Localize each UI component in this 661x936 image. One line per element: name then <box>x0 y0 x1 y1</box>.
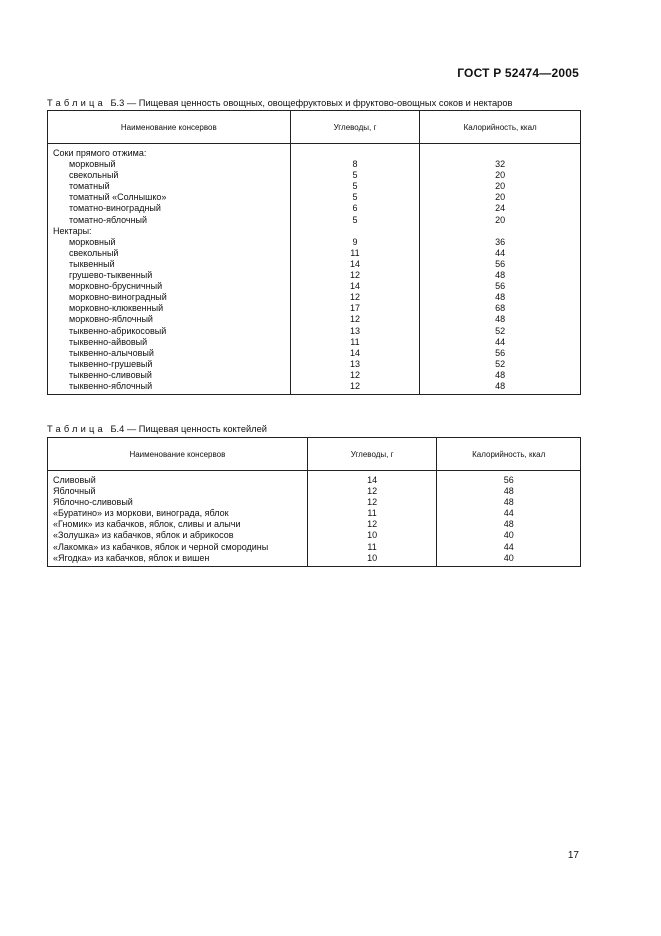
cell-carbs: 9 <box>290 237 420 248</box>
table-row <box>48 159 581 170</box>
table-row <box>48 192 581 203</box>
cell-carbs: 8 <box>290 159 420 170</box>
table-b3 <box>47 110 581 395</box>
table-b3-caption-text: Б.3 — Пищевая ценность овощных, овощефруктовых и фруктово-овощных соков и нектаров <box>110 98 513 108</box>
cell-kcal: 44 <box>437 508 581 519</box>
cell-carbs: 12 <box>290 292 420 303</box>
cell-name: «Ягодка» из кабачков, яблок и вишен <box>48 553 308 567</box>
table-row <box>48 370 581 381</box>
cell-carbs: 12 <box>307 497 437 508</box>
cell-carbs: 14 <box>290 281 420 292</box>
cell-kcal: 48 <box>437 519 581 530</box>
cell-name: тыквенно-сливовый <box>48 370 291 381</box>
cell-name: свекольный <box>48 170 291 181</box>
cell-carbs: 12 <box>290 381 420 395</box>
cell-name: «Буратино» из моркови, винограда, яблок <box>48 508 308 519</box>
cell-name: Яблочный <box>48 486 308 497</box>
cell-kcal: 40 <box>437 530 581 541</box>
document-code: ГОСТ Р 52474—2005 <box>457 66 579 80</box>
cell-name: тыквенно-алычовый <box>48 348 291 359</box>
table-row <box>48 314 581 325</box>
table-row <box>48 359 581 370</box>
cell-kcal: 48 <box>420 381 581 395</box>
cell-carbs: 13 <box>290 326 420 337</box>
cell-carbs: 11 <box>290 337 420 348</box>
table-row <box>48 337 581 348</box>
table-b3-caption-word: Таблица <box>47 98 106 108</box>
column-header-carbs: Углеводы, г <box>307 438 437 471</box>
cell-kcal: 44 <box>420 337 581 348</box>
cell-carbs <box>290 226 420 237</box>
cell-carbs: 14 <box>290 259 420 270</box>
cell-carbs: 10 <box>307 553 437 567</box>
table-row <box>48 237 581 248</box>
column-header-name: Наименование консервов <box>48 111 291 144</box>
cell-carbs: 11 <box>307 508 437 519</box>
table-row <box>48 508 581 519</box>
cell-name: томатный «Солнышко» <box>48 192 291 203</box>
cell-kcal: 32 <box>420 159 581 170</box>
table-row <box>48 542 581 553</box>
table-b4-caption <box>47 424 267 434</box>
cell-name: тыквенный <box>48 259 291 270</box>
cell-carbs: 5 <box>290 170 420 181</box>
cell-name: томатно-виноградный <box>48 203 291 214</box>
cell-kcal: 48 <box>420 370 581 381</box>
cell-name: свекольный <box>48 248 291 259</box>
cell-carbs: 10 <box>307 530 437 541</box>
cell-kcal: 48 <box>420 314 581 325</box>
table-row <box>48 203 581 214</box>
cell-kcal: 52 <box>420 326 581 337</box>
cell-name: «Золушка» из кабачков, яблок и абрикосов <box>48 530 308 541</box>
cell-carbs: 12 <box>290 314 420 325</box>
cell-carbs <box>290 144 420 160</box>
cell-kcal: 20 <box>420 192 581 203</box>
cell-kcal: 52 <box>420 359 581 370</box>
table-row <box>48 215 581 226</box>
table-b4 <box>47 437 581 567</box>
cell-kcal: 48 <box>420 270 581 281</box>
cell-name: морковный <box>48 237 291 248</box>
cell-name: морковно-брусничный <box>48 281 291 292</box>
table-row <box>48 170 581 181</box>
cell-kcal <box>420 144 581 160</box>
cell-carbs: 12 <box>307 486 437 497</box>
cell-kcal: 40 <box>437 553 581 567</box>
cell-kcal: 20 <box>420 170 581 181</box>
table-row <box>48 486 581 497</box>
cell-kcal: 48 <box>420 292 581 303</box>
table-row <box>48 303 581 314</box>
cell-kcal: 24 <box>420 203 581 214</box>
cell-kcal: 56 <box>420 281 581 292</box>
cell-kcal: 56 <box>420 259 581 270</box>
table-row <box>48 181 581 192</box>
table-row <box>48 471 581 487</box>
cell-carbs: 6 <box>290 203 420 214</box>
table-b4-body <box>48 471 581 567</box>
table-b4-header-row <box>48 438 581 471</box>
cell-name: морковный <box>48 159 291 170</box>
cell-carbs: 12 <box>307 519 437 530</box>
cell-name: тыквенно-айвовый <box>48 337 291 348</box>
cell-name: тыквенно-грушевый <box>48 359 291 370</box>
cell-name: морковно-клюквенный <box>48 303 291 314</box>
table-row <box>48 144 581 160</box>
cell-kcal: 36 <box>420 237 581 248</box>
cell-name: Яблочно-сливовый <box>48 497 308 508</box>
table-row <box>48 348 581 359</box>
table-row <box>48 281 581 292</box>
cell-kcal: 48 <box>437 497 581 508</box>
column-header-name: Наименование консервов <box>48 438 308 471</box>
cell-carbs: 14 <box>307 471 437 487</box>
table-b3-body <box>48 144 581 395</box>
column-header-kcal: Калорийность, ккал <box>437 438 581 471</box>
cell-carbs: 5 <box>290 181 420 192</box>
cell-name: тыквенно-яблочный <box>48 381 291 395</box>
table-row <box>48 553 581 567</box>
cell-carbs: 11 <box>290 248 420 259</box>
cell-carbs: 5 <box>290 215 420 226</box>
column-header-carbs: Углеводы, г <box>290 111 420 144</box>
cell-kcal: 68 <box>420 303 581 314</box>
table-b3-header-row <box>48 111 581 144</box>
table-b4-caption-word: Таблица <box>47 424 106 434</box>
table-b4-caption-text: Б.4 — Пищевая ценность коктейлей <box>110 424 267 434</box>
cell-name: Соки прямого отжима: <box>48 144 291 160</box>
table-b3-caption <box>47 98 512 108</box>
table-row <box>48 292 581 303</box>
cell-name: «Лакомка» из кабачков, яблок и черной смородины <box>48 542 308 553</box>
cell-name: Сливовый <box>48 471 308 487</box>
cell-name: морковно-виноградный <box>48 292 291 303</box>
table-row <box>48 530 581 541</box>
cell-kcal: 44 <box>420 248 581 259</box>
table-row <box>48 259 581 270</box>
cell-carbs: 5 <box>290 192 420 203</box>
cell-carbs: 14 <box>290 348 420 359</box>
cell-name: Нектары: <box>48 226 291 237</box>
table-row <box>48 270 581 281</box>
cell-name: «Гномик» из кабачков, яблок, сливы и алычи <box>48 519 308 530</box>
table-row <box>48 381 581 395</box>
cell-name: грушево-тыквенный <box>48 270 291 281</box>
table-row <box>48 248 581 259</box>
cell-kcal: 20 <box>420 181 581 192</box>
cell-carbs: 17 <box>290 303 420 314</box>
cell-name: томатно-яблочный <box>48 215 291 226</box>
cell-kcal <box>420 226 581 237</box>
cell-kcal: 56 <box>437 471 581 487</box>
page-number: 17 <box>567 850 579 861</box>
cell-kcal: 20 <box>420 215 581 226</box>
cell-carbs: 11 <box>307 542 437 553</box>
cell-kcal: 48 <box>437 486 581 497</box>
cell-carbs: 12 <box>290 270 420 281</box>
cell-kcal: 44 <box>437 542 581 553</box>
cell-carbs: 13 <box>290 359 420 370</box>
table-row <box>48 497 581 508</box>
table-row <box>48 226 581 237</box>
cell-name: тыквенно-абрикосовый <box>48 326 291 337</box>
cell-kcal: 56 <box>420 348 581 359</box>
cell-name: томатный <box>48 181 291 192</box>
table-row <box>48 519 581 530</box>
cell-name: морковно-яблочный <box>48 314 291 325</box>
cell-carbs: 12 <box>290 370 420 381</box>
column-header-kcal: Калорийность, ккал <box>420 111 581 144</box>
table-row <box>48 326 581 337</box>
